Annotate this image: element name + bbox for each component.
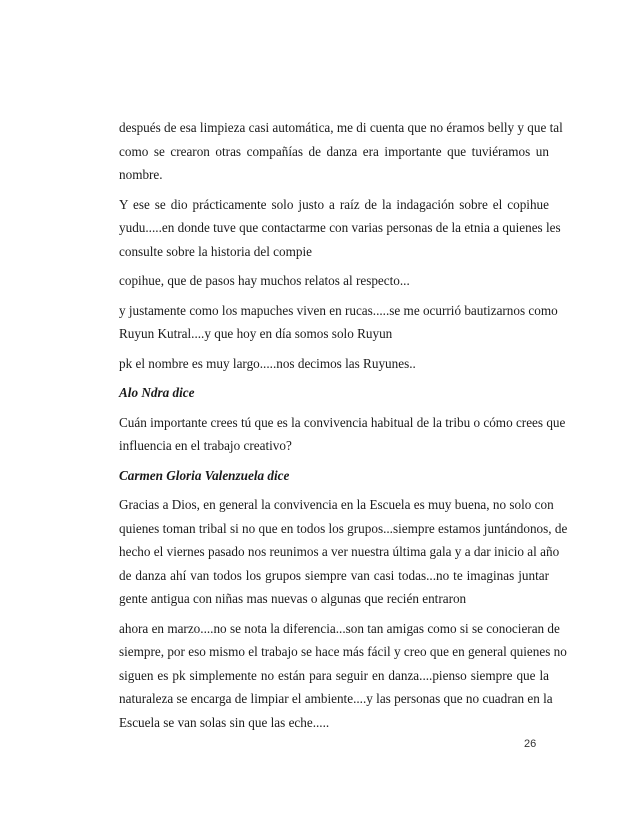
paragraph-3: [119, 269, 549, 293]
text-line: de danza ahí van todos los grupos siempre van casi todas...no te imaginas juntar: [119, 567, 549, 583]
text-line: como se crearon otras compañías de danza era importante que tuviéramos un: [119, 143, 549, 159]
text-line: gente antigua con niñas mas nuevas o algunas que recién entraron: [119, 591, 467, 606]
text-line: después de esa limpieza casi automática, me di cuenta que no éramos belly y que tal: [119, 120, 563, 135]
text-line: hecho el viernes pasado nos reunimos a ver nuestra última gala y a dar inicio al año: [119, 544, 560, 559]
question-paragraph: [119, 411, 566, 458]
text-line: Cuán importante crees tú que es la convivencia habitual de la tribu o cómo crees que: [119, 414, 566, 430]
answer-paragraph-1: [119, 493, 568, 611]
text-line: nombre.: [119, 167, 163, 182]
text-line: Escuela se van solas sin que las eche.....: [119, 714, 330, 730]
text-line: influencia en el trabajo creativo?: [119, 438, 292, 453]
text-line: siempre, por eso mismo el trabajo se hace más fácil y creo que en general quienes no: [119, 644, 567, 659]
text-line: siguen es pk simplemente no están para seguir en danza....pienso siempre que la: [119, 667, 549, 683]
text-line: pk el nombre es muy largo.....nos decimos las Ruyunes..: [119, 355, 416, 371]
paragraph-5: [119, 352, 549, 376]
text-line: quienes toman tribal si no que en todos los grupos...siempre estamos juntándonos, de: [119, 520, 568, 536]
text-line: Y ese se dio prácticamente solo justo a raíz de la indagación sobre el copihue: [119, 196, 549, 212]
page-number: 26: [524, 738, 537, 750]
answer-paragraph-2: [119, 617, 567, 735]
text-line: Gracias a Dios, en general la convivencia en la Escuela es muy buena, no solo con: [119, 497, 554, 512]
paragraph-2: [119, 193, 561, 264]
paragraph-1: [119, 116, 563, 187]
paragraph-4: [119, 299, 558, 346]
text-line: yudu.....en donde tuve que contactarme con varias personas de la etnia a quienes les: [119, 220, 561, 235]
text-line: ahora en marzo....no se nota la diferencia...son tan amigas como si se conocieran de: [119, 620, 560, 636]
speaker-label: Carmen Gloria Valenzuela dice: [119, 467, 290, 483]
speaker-label: Alo Ndra dice: [119, 385, 195, 400]
text-line: Ruyun Kutral....y que hoy en día somos solo Ruyun: [119, 326, 393, 341]
text-line: copihue, que de pasos hay muchos relatos al respecto...: [119, 273, 410, 288]
text-line: consulte sobre la historia del compie: [119, 243, 312, 259]
text-line: y justamente como los mapuches viven en rucas.....se me ocurrió bautizarnos como: [119, 302, 558, 318]
document-body: [119, 116, 568, 740]
text-line: naturaleza se encarga de limpiar el ambiente....y las personas que no cuadran en la: [119, 691, 553, 706]
